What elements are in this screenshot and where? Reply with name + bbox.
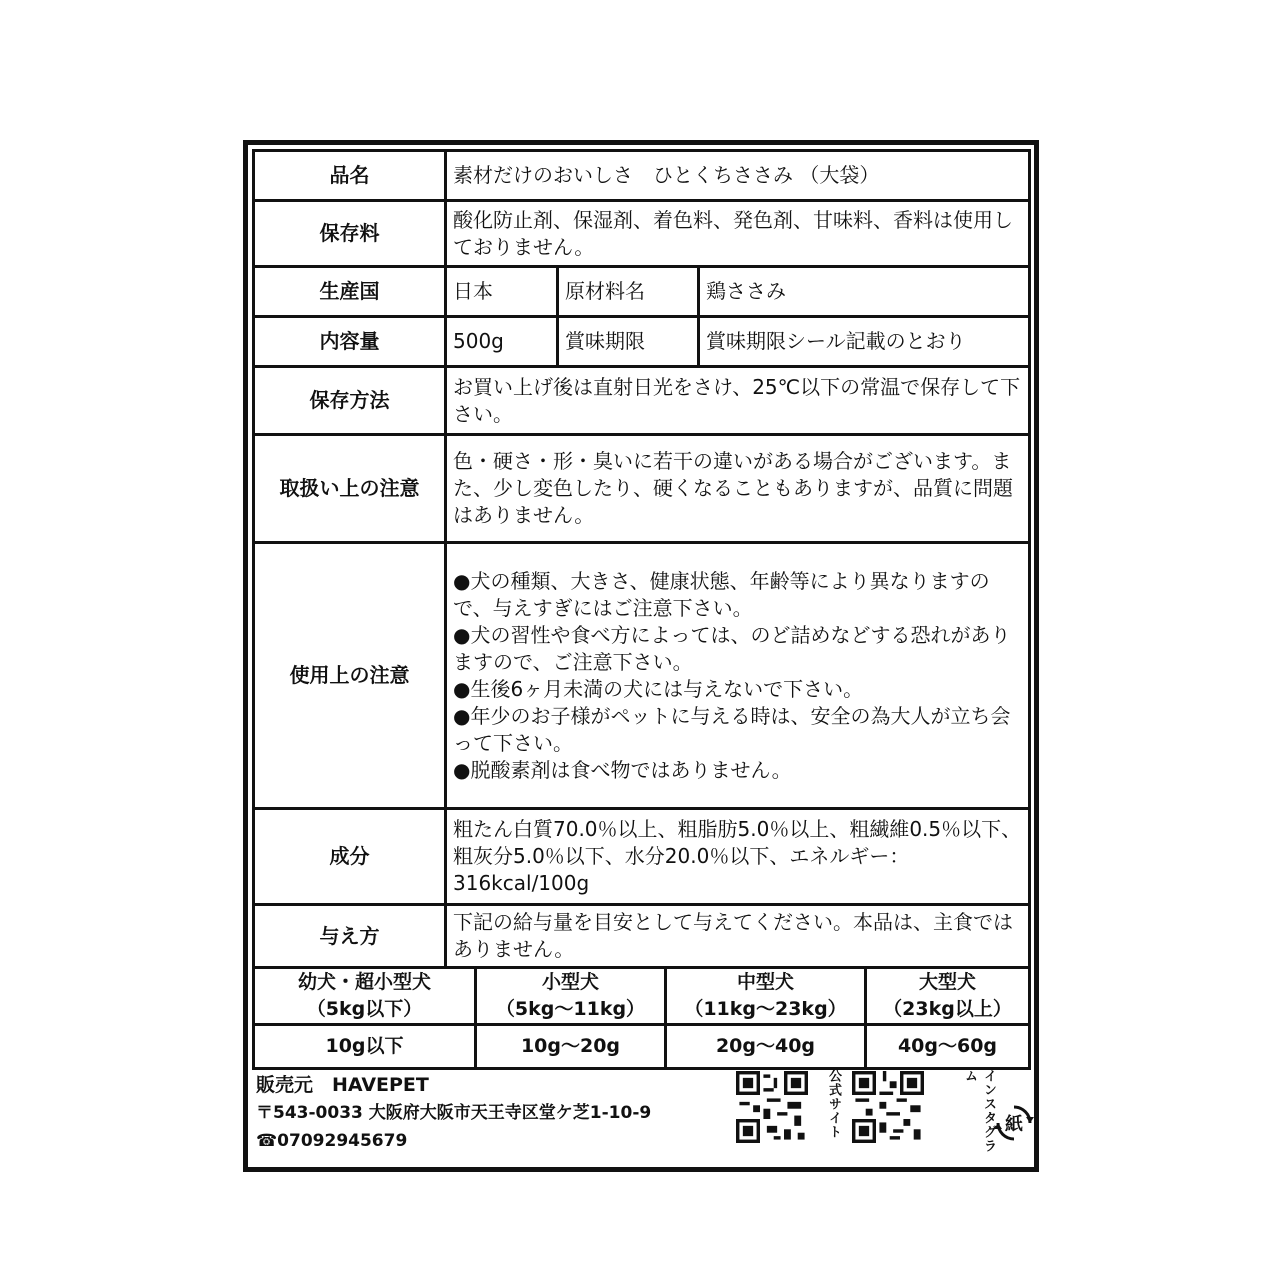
seller-address: 〒543-0033 大阪府大阪市天王寺区堂ケ芝1-10-9 [256,1103,652,1123]
value-expiry: 賞味期限シール記載のとおり [699,317,1030,367]
usage-line: ●犬の種類、大きさ、健康状態、年齢等により異なりますので、与えすぎにはご注意下さい。 [453,568,990,620]
feeding-amount-cell: 10g～20g [476,1025,666,1069]
row-feeding [254,905,1030,968]
label-components: 成分 [254,809,446,905]
label-ingredients: 原材料名 [558,267,699,317]
value-storage: お買い上げ後は直射日光をさけ、25℃以下の常温で保存して下さい。 [446,367,1030,435]
value-preservative: 酸化防止剤、保湿剤、着色料、発色剤、甘味料、香料は使用しておりません。 [446,201,1030,267]
feeding-header-row [254,968,1030,1025]
value-name: 素材だけのおいしさ ひとくちささみ （大袋） [446,151,1030,201]
footer [252,1063,1031,1163]
row-name [254,151,1030,201]
value-ingredients: 鶏ささみ [699,267,1030,317]
row-components [254,809,1030,905]
row-usage [254,543,1030,809]
label-origin: 生産国 [254,267,446,317]
row-content [254,317,1030,367]
feeding-amount-cell: 10g以下 [254,1025,476,1069]
label-content: 内容量 [254,317,446,367]
instagram-qr-icon[interactable] [852,1071,924,1143]
label-usage: 使用上の注意 [254,543,446,809]
value-handling: 色・硬さ・形・臭いに若干の違いがある場合がございます。また、少し変色したり、硬くなることもありますが、品質に問題はありません。 [446,435,1030,543]
seller-name: 販売元 HAVEPET [256,1074,429,1096]
seller-phone: ☎07092945679 [256,1131,408,1151]
feeding-amount-cell: 20g～40g [666,1025,866,1069]
official-site-qr-icon[interactable] [736,1071,808,1143]
info-table [252,149,1031,969]
label-preservative: 保存料 [254,201,446,267]
row-storage [254,367,1030,435]
row-origin [254,267,1030,317]
feeding-amount-row [254,1025,1030,1069]
row-handling [254,435,1030,543]
usage-line: ●生後6ヶ月未満の犬には与えないで下さい。 [453,676,864,701]
value-usage [446,543,1030,809]
label-feeding: 与え方 [254,905,446,968]
feeding-header-cell: 小型犬 （5kg～11kg） [476,968,666,1025]
value-origin: 日本 [446,267,558,317]
feeding-header-cell: 幼犬・超小型犬 （5kg以下） [254,968,476,1025]
product-label [243,140,1039,1172]
feeding-header-cell: 中型犬 （11kg～23kg） [666,968,866,1025]
paper-recycle-icon [994,1103,1034,1143]
feeding-amount-cell: 40g～60g [866,1025,1030,1069]
instagram-label: インスタグラム [962,1069,996,1153]
label-name: 品名 [254,151,446,201]
usage-line: ●脱酸素剤は食べ物ではありません。 [453,757,792,782]
feeding-header-cell: 大型犬 （23kg以上） [866,968,1030,1025]
label-storage: 保存方法 [254,367,446,435]
value-feeding: 下記の給与量を目安として与えてください。本品は、主食ではありません。 [446,905,1030,968]
seller-info [256,1071,651,1155]
value-components: 粗たん白質70.0％以上、粗脂肪5.0％以上、粗繊維0.5％以下、粗灰分5.0％以下、水分20.0％以下、エネルギー：316kcal/100g [446,809,1030,905]
row-preservative [254,201,1030,267]
label-expiry: 賞味期限 [558,317,699,367]
official-site-label: 公式サイト [826,1069,841,1139]
recycle-mark-text: 紙 [1005,1114,1023,1135]
label-handling: 取扱い上の注意 [254,435,446,543]
usage-line: ●犬の習性や食べ方によっては、のど詰めなどする恐れがありますので、ご注意下さい。 [453,622,1011,674]
usage-line: ●年少のお子様がペットに与える時は、安全の為大人が立ち会って下さい。 [453,703,1011,755]
feeding-amount-table [252,966,1031,1070]
value-content: 500g [446,317,558,367]
